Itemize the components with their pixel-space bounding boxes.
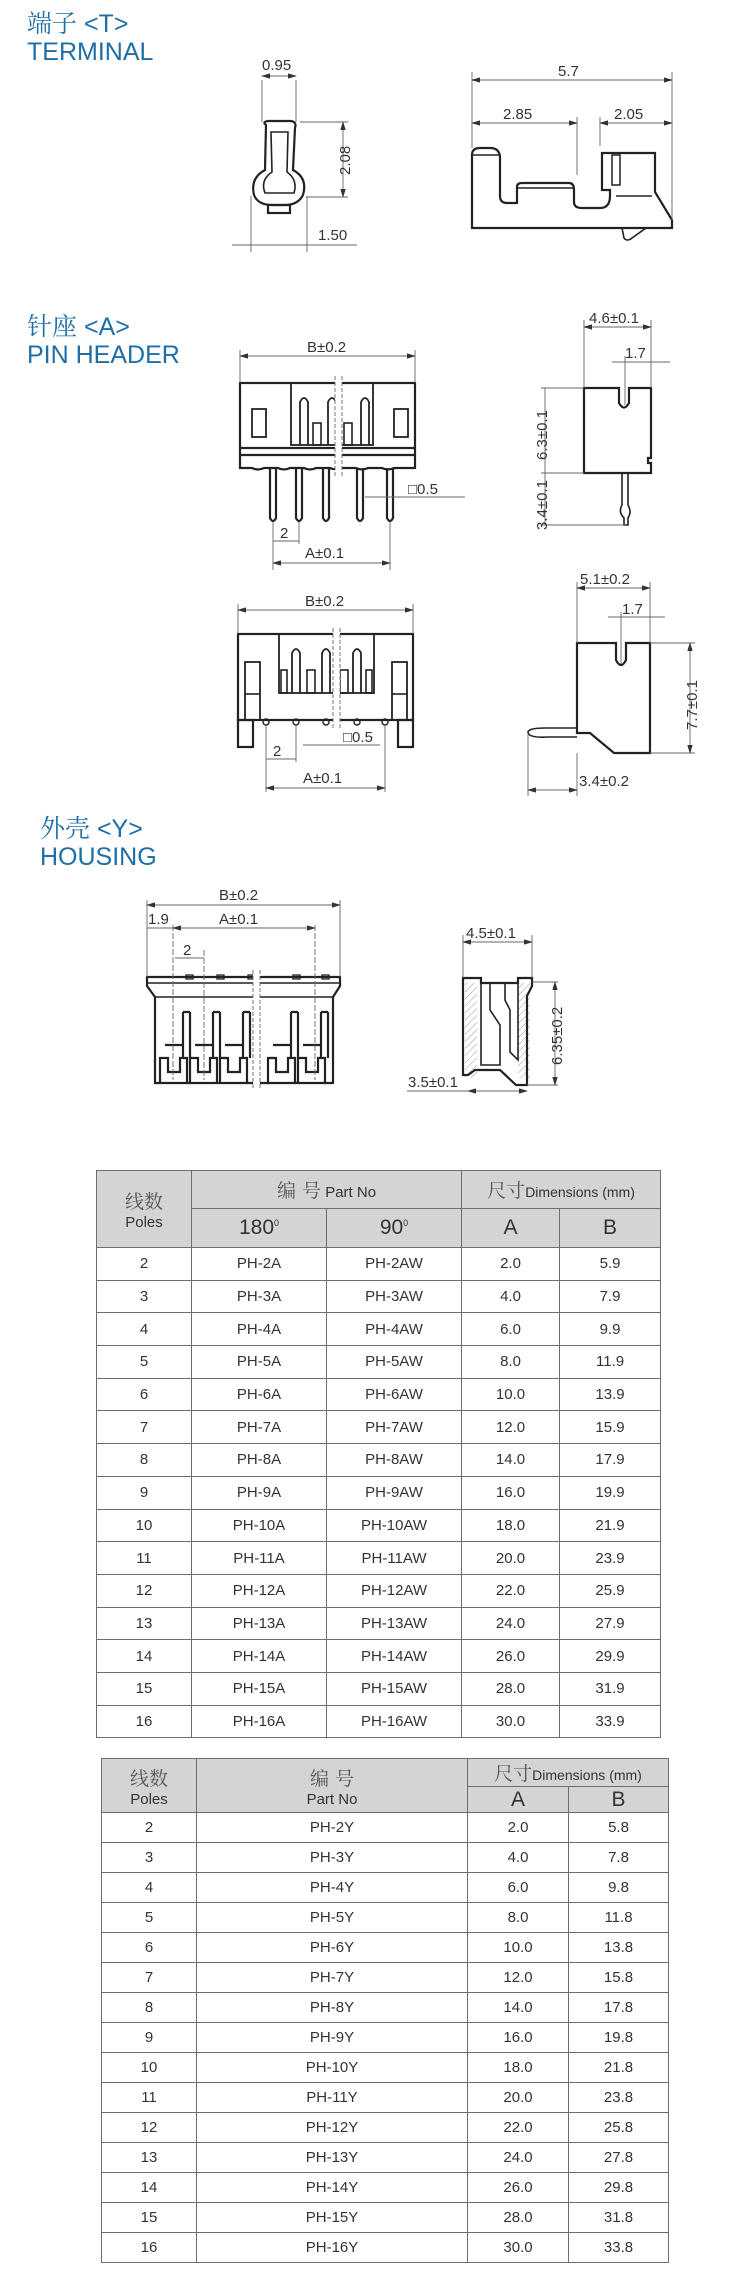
cell-dim-b: 23.9: [560, 1542, 661, 1575]
cell-dim-b: 5.8: [569, 1813, 669, 1843]
table-row: [97, 1476, 661, 1509]
cell-poles: 14: [97, 1640, 192, 1673]
housing-table-body: [102, 1813, 669, 2263]
cell-part-180: PH-3A: [192, 1280, 327, 1313]
header-90-label: 90: [379, 1216, 404, 1239]
cell-part-90: PH-9AW: [327, 1476, 462, 1509]
cell-part-180: PH-4A: [192, 1313, 327, 1346]
cell-part-90: PH-16AW: [327, 1705, 462, 1738]
header-part-no-en: Part No: [325, 1184, 377, 1201]
cell-dim-b: 13.9: [560, 1378, 661, 1411]
dim-terminal-right-length: 2.05: [614, 106, 644, 123]
table-row: [97, 1607, 661, 1640]
table-row: [102, 2143, 669, 2173]
cell-part-no: PH-12Y: [197, 2113, 468, 2143]
table-row: [102, 2173, 669, 2203]
section-title-cn: 外壳 <Y>: [40, 815, 143, 843]
cell-dim-b: 27.8: [569, 2143, 669, 2173]
dim-pin-header-180-b: B±0.2: [307, 339, 347, 356]
table-row: [102, 1963, 669, 1993]
header-a: A: [468, 1787, 569, 1813]
dim-housing-side-bottom: 3.5±0.1: [408, 1074, 458, 1091]
dim-terminal-total-length: 5.7: [558, 63, 579, 80]
cell-poles: 4: [102, 1873, 197, 1903]
dim-pin-header-90-pitch: 2: [273, 743, 282, 760]
cell-part-90: PH-7AW: [327, 1411, 462, 1444]
header-part-no: [197, 1759, 468, 1813]
header-90: [327, 1209, 462, 1248]
table-row: [102, 1903, 669, 1933]
table-row: [97, 1346, 661, 1379]
table-row: [102, 2023, 669, 2053]
cell-part-no: PH-16Y: [197, 2233, 468, 2263]
cell-dim-b: 33.9: [560, 1705, 661, 1738]
header-poles-en: Poles: [125, 1214, 163, 1231]
cell-dim-a: 22.0: [468, 2113, 569, 2143]
cell-dim-a: 28.0: [462, 1672, 560, 1705]
cell-part-180: PH-12A: [192, 1574, 327, 1607]
cell-dim-a: 26.0: [468, 2173, 569, 2203]
cell-poles: 7: [97, 1411, 192, 1444]
cell-poles: 12: [97, 1574, 192, 1607]
cell-part-90: PH-15AW: [327, 1672, 462, 1705]
cell-dim-a: 14.0: [468, 1993, 569, 2023]
dim-pin-header-180-side-width: 4.6±0.1: [589, 310, 639, 327]
cell-dim-b: 29.9: [560, 1640, 661, 1673]
housing-part-table: [101, 1758, 669, 2263]
cell-part-90: PH-3AW: [327, 1280, 462, 1313]
pin-header-table-body: [97, 1248, 661, 1738]
cell-part-180: PH-6A: [192, 1378, 327, 1411]
pin-header-180-side-view: [534, 310, 670, 530]
table-row: [97, 1411, 661, 1444]
cell-poles: 6: [102, 1933, 197, 1963]
cell-part-90: PH-14AW: [327, 1640, 462, 1673]
cell-part-90: PH-12AW: [327, 1574, 462, 1607]
cell-dim-b: 19.9: [560, 1476, 661, 1509]
table-row: [102, 2113, 669, 2143]
degree-mark: 0: [403, 1218, 409, 1228]
housing-front-view: [147, 887, 340, 1090]
dim-pin-header-90-side-pin-offset: 3.4±0.2: [579, 773, 629, 790]
cell-part-90: PH-6AW: [327, 1378, 462, 1411]
cell-dim-a: 8.0: [468, 1903, 569, 1933]
pin-header-180-front-view: [240, 339, 465, 570]
cell-part-90: PH-4AW: [327, 1313, 462, 1346]
cell-part-180: PH-5A: [192, 1346, 327, 1379]
dim-terminal-height: 2.08: [337, 145, 354, 175]
cell-poles: 16: [102, 2233, 197, 2263]
cell-dim-a: 18.0: [462, 1509, 560, 1542]
dim-pin-header-180-side-slot: 1.7: [625, 345, 646, 362]
dim-housing-side-height: 6.35±0.2: [549, 1006, 566, 1065]
header-dimensions-en: Dimensions (mm): [532, 1767, 642, 1783]
cell-dim-a: 10.0: [468, 1933, 569, 1963]
terminal-side-view: [472, 63, 672, 240]
section-title-cn: 端子 <T>: [27, 10, 129, 38]
cell-part-no: PH-9Y: [197, 2023, 468, 2053]
cell-part-180: PH-11A: [192, 1542, 327, 1575]
cell-dim-b: 15.8: [569, 1963, 669, 1993]
cell-part-90: PH-5AW: [327, 1346, 462, 1379]
cell-part-no: PH-13Y: [197, 2143, 468, 2173]
header-poles-en: Poles: [130, 1790, 168, 1808]
section-title-en: TERMINAL: [27, 38, 154, 66]
pin-header-90-side-view: [528, 571, 701, 796]
cell-dim-b: 9.8: [569, 1873, 669, 1903]
cell-dim-a: 22.0: [462, 1574, 560, 1607]
cell-dim-b: 7.9: [560, 1280, 661, 1313]
cell-dim-b: 21.9: [560, 1509, 661, 1542]
cell-part-90: PH-10AW: [327, 1509, 462, 1542]
table-row: [102, 2053, 669, 2083]
cell-dim-b: 9.9: [560, 1313, 661, 1346]
cell-dim-b: 11.9: [560, 1346, 661, 1379]
cell-dim-b: 31.8: [569, 2203, 669, 2233]
cell-dim-a: 16.0: [468, 2023, 569, 2053]
table-row: [97, 1672, 661, 1705]
dim-housing-pitch: 2: [183, 942, 192, 959]
cell-dim-a: 24.0: [462, 1607, 560, 1640]
cell-dim-b: 5.9: [560, 1248, 661, 1281]
header-a: A: [462, 1209, 560, 1248]
cell-poles: 11: [97, 1542, 192, 1575]
cell-dim-a: 28.0: [468, 2203, 569, 2233]
cell-dim-b: 33.8: [569, 2233, 669, 2263]
table-row: [102, 2233, 669, 2263]
cell-dim-a: 26.0: [462, 1640, 560, 1673]
cell-poles: 7: [102, 1963, 197, 1993]
section-title-en: HOUSING: [40, 843, 157, 871]
cell-part-no: PH-11Y: [197, 2083, 468, 2113]
cell-part-no: PH-2Y: [197, 1813, 468, 1843]
cell-part-no: PH-8Y: [197, 1993, 468, 2023]
cell-dim-b: 17.9: [560, 1444, 661, 1477]
cell-poles: 2: [97, 1248, 192, 1281]
table-row: [102, 2203, 669, 2233]
header-poles: [97, 1171, 192, 1248]
header-poles-cn: 线数: [124, 1191, 163, 1213]
cell-poles: 6: [97, 1378, 192, 1411]
cell-dim-a: 2.0: [468, 1813, 569, 1843]
cell-part-no: PH-3Y: [197, 1843, 468, 1873]
cell-dim-b: 21.8: [569, 2053, 669, 2083]
cell-poles: 5: [102, 1903, 197, 1933]
cell-part-no: PH-14Y: [197, 2173, 468, 2203]
cell-poles: 10: [102, 2053, 197, 2083]
cell-dim-a: 6.0: [462, 1313, 560, 1346]
cell-dim-a: 16.0: [462, 1476, 560, 1509]
cell-poles: 13: [97, 1607, 192, 1640]
cell-poles: 5: [97, 1346, 192, 1379]
dim-pin-header-90-a: A±0.1: [303, 770, 343, 787]
cell-poles: 12: [102, 2113, 197, 2143]
cell-dim-b: 13.8: [569, 1933, 669, 1963]
cell-part-90: PH-8AW: [327, 1444, 462, 1477]
cell-dim-a: 4.0: [468, 1843, 569, 1873]
cell-poles: 14: [102, 2173, 197, 2203]
cell-dim-b: 11.8: [569, 1903, 669, 1933]
cell-part-180: PH-15A: [192, 1672, 327, 1705]
cell-dim-b: 31.9: [560, 1672, 661, 1705]
cell-dim-a: 8.0: [462, 1346, 560, 1379]
terminal-front-view: [232, 57, 357, 252]
cell-poles: 8: [97, 1444, 192, 1477]
dim-terminal-left-length: 2.85: [503, 106, 533, 123]
cell-part-no: PH-5Y: [197, 1903, 468, 1933]
cell-part-180: PH-7A: [192, 1411, 327, 1444]
cell-dim-a: 6.0: [468, 1873, 569, 1903]
cell-part-no: PH-4Y: [197, 1873, 468, 1903]
header-b: B: [569, 1787, 669, 1813]
table-row: [97, 1574, 661, 1607]
header-dimensions: [462, 1171, 661, 1209]
dim-pin-header-180-a: A±0.1: [305, 545, 345, 562]
table-row: [97, 1378, 661, 1411]
cell-poles: 15: [97, 1672, 192, 1705]
cell-poles: 11: [102, 2083, 197, 2113]
cell-poles: 4: [97, 1313, 192, 1346]
cell-dim-b: 25.9: [560, 1574, 661, 1607]
header-part-no-cn: 编 号: [309, 1767, 355, 1790]
cell-dim-a: 20.0: [462, 1542, 560, 1575]
cell-dim-b: 23.8: [569, 2083, 669, 2113]
cell-poles: 15: [102, 2203, 197, 2233]
cell-dim-a: 2.0: [462, 1248, 560, 1281]
cell-dim-a: 18.0: [468, 2053, 569, 2083]
section-title-cn: 针座 <A>: [27, 313, 130, 341]
dim-pin-header-180-side-pin-length: 3.4±0.1: [534, 480, 551, 530]
dim-pin-header-90-b: B±0.2: [305, 593, 345, 610]
header-180: [192, 1209, 327, 1248]
header-dimensions: [468, 1759, 669, 1787]
table-row: [97, 1313, 661, 1346]
cell-part-90: PH-11AW: [327, 1542, 462, 1575]
table-row: [97, 1280, 661, 1313]
header-part-no-en: Part No: [306, 1790, 358, 1808]
dim-housing-side-width: 4.5±0.1: [466, 925, 516, 942]
cell-poles: 2: [102, 1813, 197, 1843]
table-row: [102, 1873, 669, 1903]
header-dimensions-cn: 尺寸: [487, 1180, 526, 1202]
cell-dim-a: 12.0: [468, 1963, 569, 1993]
table-row: [97, 1509, 661, 1542]
cell-dim-b: 7.8: [569, 1843, 669, 1873]
header-b: B: [560, 1209, 661, 1248]
dim-pin-header-90-side-width: 5.1±0.2: [580, 571, 630, 588]
cell-part-no: PH-6Y: [197, 1933, 468, 1963]
header-poles: [102, 1759, 197, 1813]
cell-dim-b: 15.9: [560, 1411, 661, 1444]
table-row: [97, 1542, 661, 1575]
cell-dim-a: 4.0: [462, 1280, 560, 1313]
table-row: [97, 1640, 661, 1673]
dim-pin-header-180-pin-size: □0.5: [408, 481, 438, 498]
cell-poles: 13: [102, 2143, 197, 2173]
table-row: [102, 1843, 669, 1873]
header-poles-cn: 线数: [129, 1767, 168, 1790]
cell-part-180: PH-14A: [192, 1640, 327, 1673]
degree-mark: 0: [274, 1218, 280, 1228]
cell-part-no: PH-10Y: [197, 2053, 468, 2083]
dim-pin-header-90-pin-size: □0.5: [343, 729, 373, 746]
cell-part-180: PH-8A: [192, 1444, 327, 1477]
table-row: [102, 2083, 669, 2113]
table-row: [102, 1933, 669, 1963]
header-dimensions-cn: 尺寸: [494, 1763, 533, 1785]
dim-terminal-top-width: 0.95: [262, 57, 292, 74]
cell-dim-b: 27.9: [560, 1607, 661, 1640]
table-row: [97, 1444, 661, 1477]
dim-terminal-bottom-width: 1.50: [318, 227, 348, 244]
cell-dim-a: 20.0: [468, 2083, 569, 2113]
cell-dim-a: 30.0: [468, 2233, 569, 2263]
dim-housing-a: A±0.1: [219, 911, 259, 928]
cell-dim-b: 17.8: [569, 1993, 669, 2023]
dim-pin-header-180-pitch: 2: [280, 525, 289, 542]
cell-poles: 16: [97, 1705, 192, 1738]
cell-part-180: PH-16A: [192, 1705, 327, 1738]
housing-side-view: [407, 925, 566, 1091]
cell-poles: 9: [102, 2023, 197, 2053]
cell-part-180: PH-9A: [192, 1476, 327, 1509]
cell-poles: 3: [102, 1843, 197, 1873]
table-row: [102, 1993, 669, 2023]
header-180-label: 180: [238, 1216, 275, 1239]
header-part-no: [192, 1171, 462, 1209]
cell-dim-a: 30.0: [462, 1705, 560, 1738]
cell-dim-a: 12.0: [462, 1411, 560, 1444]
cell-dim-a: 10.0: [462, 1378, 560, 1411]
section-title-en: PIN HEADER: [27, 341, 180, 369]
cell-poles: 9: [97, 1476, 192, 1509]
dim-pin-header-90-side-slot: 1.7: [622, 601, 643, 618]
header-part-no-cn: 编 号: [276, 1180, 322, 1202]
table-row: [102, 1813, 669, 1843]
cell-dim-a: 14.0: [462, 1444, 560, 1477]
header-dimensions-en: Dimensions (mm): [525, 1184, 635, 1200]
pin-header-part-table: [96, 1170, 661, 1738]
dim-pin-header-90-side-height: 7.7±0.1: [684, 680, 701, 730]
cell-dim-b: 29.8: [569, 2173, 669, 2203]
table-row: [97, 1705, 661, 1738]
cell-part-no: PH-7Y: [197, 1963, 468, 1993]
cell-part-180: PH-10A: [192, 1509, 327, 1542]
cell-dim-a: 24.0: [468, 2143, 569, 2173]
cell-part-90: PH-2AW: [327, 1248, 462, 1281]
cell-dim-b: 19.8: [569, 2023, 669, 2053]
cell-part-no: PH-15Y: [197, 2203, 468, 2233]
cell-part-90: PH-13AW: [327, 1607, 462, 1640]
dim-pin-header-180-side-body-height: 6.3±0.1: [534, 410, 551, 460]
dim-housing-b: B±0.2: [219, 887, 259, 904]
cell-poles: 8: [102, 1993, 197, 2023]
cell-poles: 3: [97, 1280, 192, 1313]
cell-part-180: PH-2A: [192, 1248, 327, 1281]
cell-dim-b: 25.8: [569, 2113, 669, 2143]
pin-header-90-front-view: [238, 593, 413, 792]
cell-poles: 10: [97, 1509, 192, 1542]
table-row: [97, 1248, 661, 1281]
dim-housing-edge: 1.9: [148, 911, 169, 928]
cell-part-180: PH-13A: [192, 1607, 327, 1640]
